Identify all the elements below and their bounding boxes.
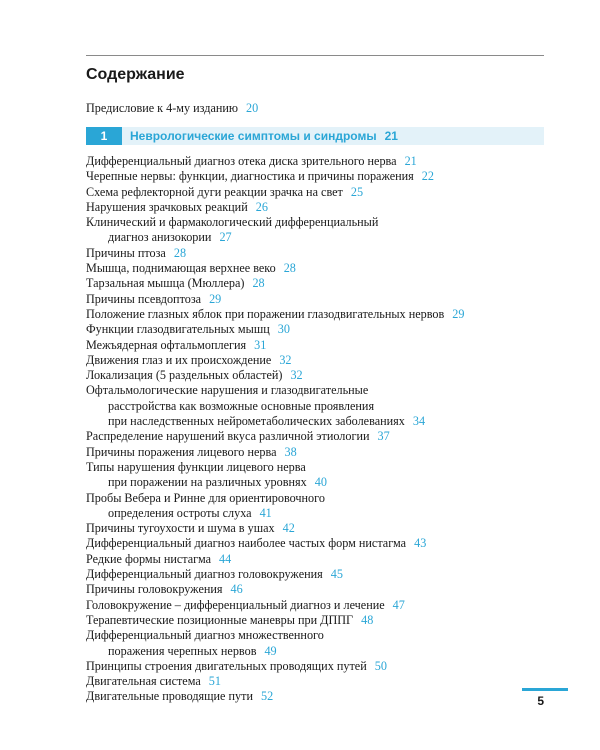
toc-entry-line: [86, 338, 266, 352]
toc-page-number: 43: [414, 536, 427, 551]
toc-entry[interactable]: [86, 322, 556, 337]
toc-entry-title: Головокружение – дифференциальный диагноз и лечение: [86, 597, 385, 612]
toc-entry[interactable]: [86, 200, 556, 215]
toc-entry-line: [86, 230, 556, 245]
toc-page-number: 45: [330, 567, 343, 582]
toc-entry-title: Двигательные проводящие пути: [86, 689, 253, 704]
toc-page-number: 30: [277, 322, 290, 337]
toc-entry[interactable]: [86, 598, 556, 613]
toc-entry[interactable]: [86, 353, 556, 368]
toc-entry-line: [86, 644, 556, 659]
toc-entry-title: Функции глазодвигательных мышц: [86, 322, 270, 337]
toc-entry[interactable]: [86, 261, 556, 276]
toc-entry-line: [86, 322, 290, 336]
toc-entry-title: Принципы строения двигательных проводящих путей: [86, 658, 367, 673]
toc-entry[interactable]: [86, 628, 556, 659]
toc-entry-title: Мышца, поднимающая верхнее веко: [86, 261, 276, 276]
toc-entry-line: [86, 414, 556, 429]
toc-entry-title: Типы нарушения функции лицевого нерва: [86, 459, 306, 474]
top-rule: [86, 55, 544, 56]
toc-entry-line: [86, 506, 556, 521]
toc-entry-line: [86, 307, 464, 321]
toc-page-number: 26: [255, 199, 268, 214]
toc-entry-title: Причины поражения лицевого нерва: [86, 444, 277, 459]
page-title: Содержание: [86, 66, 185, 83]
toc-entry-title: Положение глазных яблок при поражении глазодвигательных нервов: [86, 306, 445, 321]
toc-entry-line: [86, 185, 363, 199]
toc-entry-line: [86, 429, 390, 443]
toc-entry-title: Причины птоза: [86, 245, 166, 260]
toc-entry-line: [86, 582, 243, 596]
toc-entry[interactable]: [86, 536, 556, 551]
toc-entry[interactable]: [86, 276, 556, 291]
toc-entry-title: Дифференциальный диагноз множественного: [86, 628, 324, 643]
toc-entry-title: расстройства как возможные основные проявления: [108, 398, 375, 413]
toc-entry-line: [86, 383, 556, 398]
toc-entry-title: Причины тугоухости и шума в ушах: [86, 521, 275, 536]
toc-entry[interactable]: [86, 445, 556, 460]
toc-page-number: 38: [284, 444, 297, 459]
toc-entry-line: [86, 445, 297, 459]
toc-entry-line: [86, 246, 186, 260]
toc-entry-line: [86, 460, 556, 475]
toc-page-number: 51: [208, 674, 221, 689]
toc-entry[interactable]: [86, 491, 556, 522]
toc-entry[interactable]: [86, 338, 556, 353]
toc-page-number: 42: [282, 521, 295, 536]
toc-entry-line: [86, 368, 303, 382]
toc-entry-title: Дифференциальный диагноз головокружения: [86, 567, 323, 582]
toc-entry-title: Причины головокружения: [86, 582, 223, 597]
toc-entry-line: [86, 292, 221, 306]
chapter-heading[interactable]: [86, 127, 544, 145]
toc-entry-title: Межъядерная офтальмоплегия: [86, 337, 247, 352]
footer-rule: [522, 688, 568, 691]
toc-page-number: 29: [452, 306, 465, 321]
toc-entry-line: [86, 169, 434, 183]
toc-page-number: 25: [350, 184, 364, 199]
toc-page-number: 41: [259, 505, 272, 520]
toc-entry[interactable]: [86, 521, 556, 536]
toc-entry-title: диагноз анизокории: [108, 230, 212, 245]
toc-entry-preface[interactable]: [86, 101, 258, 116]
toc-entry[interactable]: [86, 567, 556, 582]
toc-entry[interactable]: [86, 169, 556, 184]
toc-entry[interactable]: [86, 292, 556, 307]
toc-entry[interactable]: [86, 383, 556, 429]
toc-entry-title: Дифференциальный диагноз наиболее частых форм нистагма: [86, 536, 407, 551]
toc-entry[interactable]: [86, 154, 556, 169]
toc-page-number: 52: [260, 689, 274, 704]
toc-page-number: 29: [209, 291, 222, 306]
toc-entry-line: [86, 659, 387, 673]
toc-entry-line: [86, 491, 556, 506]
toc-entry[interactable]: [86, 659, 556, 674]
toc-entry-title: Двигательная система: [86, 674, 201, 689]
toc-entry-title: Офтальмологические нарушения и глазодвигательные: [86, 383, 369, 398]
toc-entry-title: Пробы Вебера и Ринне для ориентировочного: [86, 490, 325, 505]
toc-entry[interactable]: [86, 552, 556, 567]
toc-entry[interactable]: [86, 674, 556, 689]
toc-page-number: 28: [252, 276, 265, 291]
toc-entry-title: Нарушения зрачковых реакций: [86, 199, 248, 214]
toc-entry-line: [86, 154, 417, 168]
chapter-page-number: 21: [384, 129, 398, 143]
toc-entry[interactable]: [86, 582, 556, 597]
chapter-number-badge: 1: [86, 127, 122, 145]
toc-page-number: 31: [254, 337, 267, 352]
toc-entry-title: Редкие формы нистагма: [86, 551, 212, 566]
toc-page-number: 40: [314, 475, 327, 490]
toc-entry-title: при поражении на различных уровнях: [108, 475, 307, 490]
toc-entry-title: поражения черепных нервов: [108, 643, 257, 658]
toc-page-number: 44: [219, 551, 232, 566]
toc-page-number: 20: [246, 101, 259, 115]
toc-entry[interactable]: [86, 689, 556, 704]
toc-page-number: 28: [173, 245, 187, 260]
toc-page-number: 32: [279, 352, 292, 367]
toc-page-number: 34: [412, 414, 426, 429]
toc-entry-title: Предисловие к 4-му изданию: [86, 101, 239, 115]
toc-entry-title: Тарзальная мышца (Мюллера): [86, 276, 245, 291]
toc-entry[interactable]: [86, 246, 556, 261]
toc-entry-line: [86, 475, 556, 490]
toc-entry-line: [86, 521, 295, 535]
toc-entry-line: [86, 536, 426, 550]
toc-entry-line: [86, 200, 268, 214]
toc-entry-line: [86, 628, 556, 643]
toc-entry[interactable]: [86, 613, 556, 628]
toc-entry-line: [86, 674, 221, 688]
toc-entry-line: [86, 276, 265, 290]
page-number: 5: [537, 694, 544, 708]
toc-page-number: 22: [421, 169, 434, 184]
toc-entry-title: определения остроты слуха: [108, 505, 252, 520]
toc-page-number: 32: [290, 368, 303, 383]
toc-entry-title: Дифференциальный диагноз отека диска зрительного нерва: [86, 154, 397, 168]
toc-entry-line: [86, 689, 273, 703]
toc-entry-line: [86, 567, 343, 581]
toc-entry[interactable]: [86, 460, 556, 491]
toc-page-number: 50: [374, 658, 387, 673]
toc-entry-title: при наследственных нейрометаболических заболеваниях: [108, 414, 405, 429]
toc-page-number: 48: [361, 612, 374, 627]
toc-entry-line: [86, 598, 405, 612]
toc-entry-title: Причины псевдоптоза: [86, 291, 202, 306]
toc-entry[interactable]: [86, 307, 556, 322]
toc-entry-title: Распределение нарушений вкуса различной этиологии: [86, 429, 370, 444]
toc-entry-line: [86, 261, 296, 275]
toc-entry[interactable]: [86, 215, 556, 246]
toc-entry-title: Клинический и фармакологический дифференциальный: [86, 215, 379, 230]
toc-entry-title: Локализация (5 раздельных областей): [86, 368, 283, 383]
toc-entry-title: Движения глаз и их происхождение: [86, 352, 272, 367]
toc-entry-line: [86, 613, 373, 627]
toc-entry-title: Терапевтические позиционные маневры при ДППГ: [86, 612, 354, 627]
toc-page-number: 47: [392, 597, 405, 612]
toc-entry-line: [86, 552, 231, 566]
chapter-title: [130, 127, 398, 145]
toc-entry[interactable]: [86, 429, 556, 444]
toc-page-number: 49: [264, 643, 277, 658]
toc-entry[interactable]: [86, 368, 556, 383]
toc-entry-line: [86, 353, 292, 367]
toc-entry[interactable]: [86, 185, 556, 200]
toc-entry-line: [86, 215, 556, 230]
toc-list: [86, 154, 556, 705]
toc-page-number: 37: [377, 429, 390, 444]
toc-entry-title: Черепные нервы: функции, диагностика и причины поражения: [86, 169, 414, 184]
toc-page-number: 28: [283, 261, 296, 276]
toc-page-number: 46: [230, 582, 243, 597]
toc-page-number: 27: [219, 230, 232, 245]
toc-entry-title: Схема рефлекторной дуги реакции зрачка на свет: [86, 184, 343, 199]
chapter-title-text: Неврологические симптомы и синдромы: [130, 129, 377, 143]
toc-page-number: 21: [404, 154, 417, 168]
